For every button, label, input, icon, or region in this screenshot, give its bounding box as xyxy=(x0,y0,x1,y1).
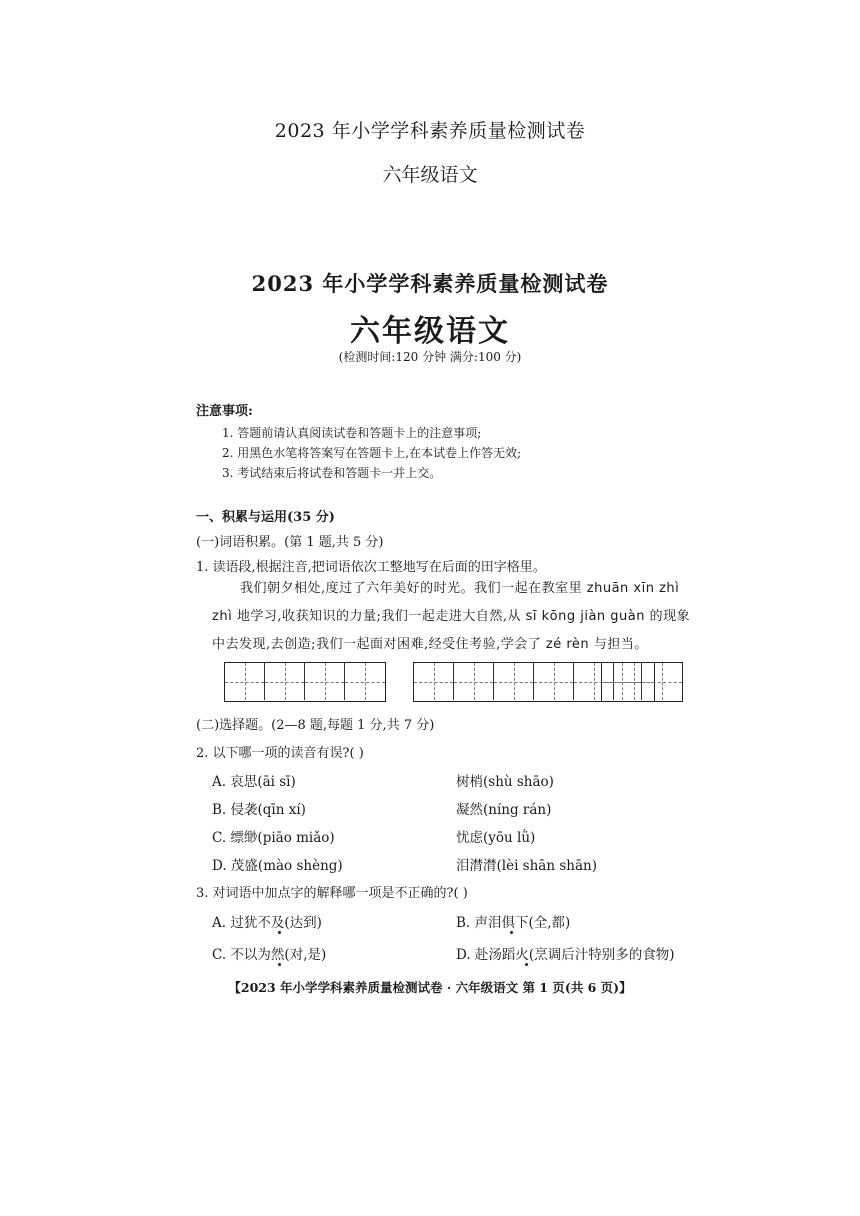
exam-subject: 六年级语文 xyxy=(350,314,510,349)
passage-line-2: zhì 地学习,收获知识的力量;我们一起走进大自然,从 sī kōng jiàn guàn 的现象 xyxy=(212,609,691,624)
q3-option: D. 赴汤蹈火(烹调后汁特别多的食物) xyxy=(456,947,675,963)
question-1: 1. 读语段,根据注音,把词语依次工整地写在后面的田字格里。 xyxy=(196,560,546,575)
cover-subtitle: 六年级语文 xyxy=(382,164,478,186)
notice-item: 3. 考试结束后将试卷和答题卡一并上交。 xyxy=(222,466,442,480)
q2-option: C. 缥缈(piāo miǎo) xyxy=(212,830,335,846)
part1-heading: (一)词语积累。(第 1 题,共 5 分) xyxy=(196,535,384,550)
answer-grid-3[interactable] xyxy=(601,662,683,702)
q3-option: B. 声泪俱下(全,都) xyxy=(456,915,571,931)
notice-item: 2. 用黑色水笔将答案写在答题卡上,在本试卷上作答无效; xyxy=(222,446,522,460)
q3-option: A. 过犹不及(达到) xyxy=(212,915,322,931)
notice-heading: 注意事项: xyxy=(196,404,253,419)
q3-option: C. 不以为然(对,是) xyxy=(212,947,327,963)
emphasis-dot xyxy=(278,963,281,966)
question-3: 3. 对词语中加点字的解释哪一项是不正确的?( ) xyxy=(196,886,468,901)
question-2: 2. 以下哪一项的读音有误?( ) xyxy=(196,746,364,761)
q2-option: 忧虑(yōu lǜ) xyxy=(456,830,536,846)
emphasis-dot xyxy=(278,931,281,934)
q2-option: 泪潸潸(lèi shān shān) xyxy=(456,858,597,874)
cover-title: 2023 年小学学科素养质量检测试卷 xyxy=(274,120,586,142)
part2-heading: (二)选择题。(2—8 题,每题 1 分,共 7 分) xyxy=(196,718,435,733)
exam-title: 2023 年小学学科素养质量检测试卷 xyxy=(251,271,609,296)
q2-option: 凝然(níng rán) xyxy=(456,802,552,818)
q2-option: 树梢(shù shāo) xyxy=(456,774,554,790)
q2-option: A. 哀思(āi sī) xyxy=(212,774,296,790)
answer-grid-1[interactable] xyxy=(224,662,386,702)
passage-line-3: 中去发现,去创造;我们一起面对困难,经受住考验,学会了 zé rèn 与担当。 xyxy=(212,637,648,652)
page-footer: 【2023 年小学学科素养质量检测试卷 · 六年级语文 第 1 页(共 6 页)】 xyxy=(228,980,632,995)
passage-line-1: 我们朝夕相处,度过了六年美好的时光。我们一起在教室里 zhuān xīn zhì xyxy=(240,581,680,596)
section-heading: 一、积累与运用(35 分) xyxy=(196,510,335,525)
emphasis-dot xyxy=(510,931,513,934)
exam-meta: (检测时间:120 分钟 满分:100 分) xyxy=(338,350,522,364)
emphasis-dot xyxy=(525,963,528,966)
notice-item: 1. 答题前请认真阅读试卷和答题卡上的注意事项; xyxy=(222,426,482,440)
q2-option: B. 侵袭(qīn xí) xyxy=(212,802,306,818)
q2-option: D. 茂盛(mào shèng) xyxy=(212,858,343,874)
